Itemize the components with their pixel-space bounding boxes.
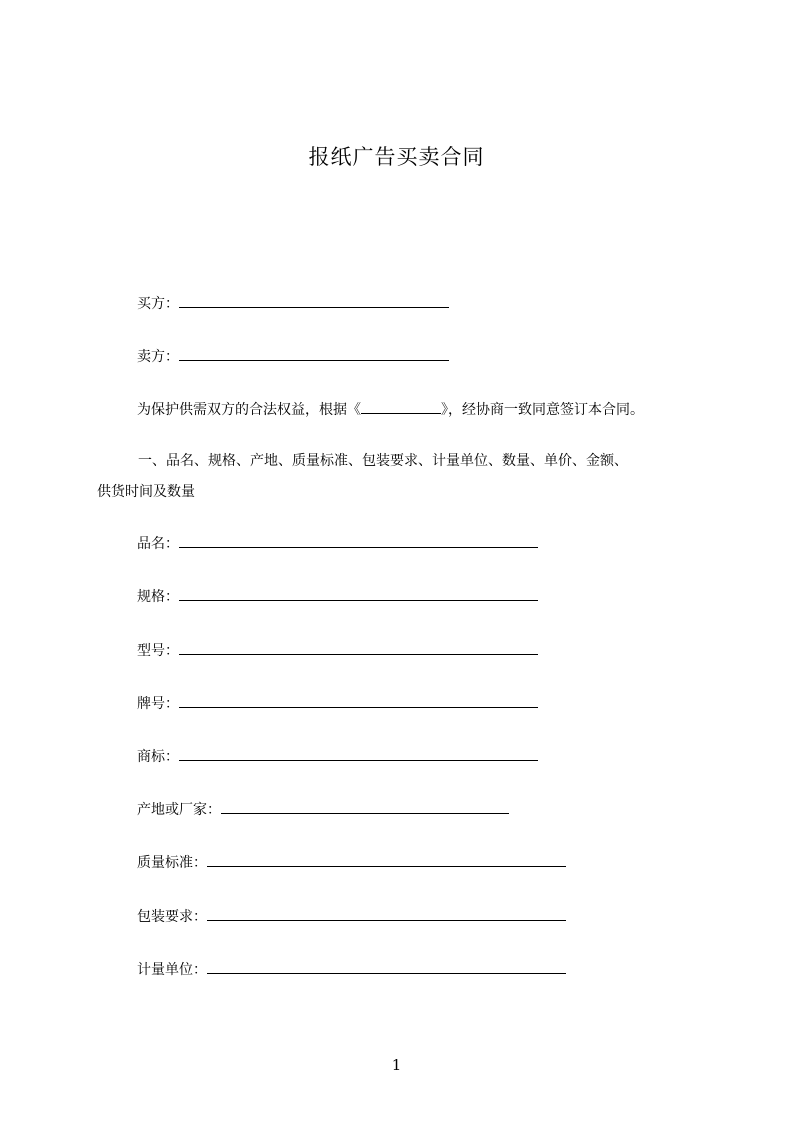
field-model	[137, 639, 538, 661]
law-name-blank	[361, 398, 441, 414]
field-label: 包装要求：	[137, 909, 207, 925]
field-blank	[179, 532, 538, 548]
field-label: 商标：	[137, 749, 179, 765]
seller-blank	[179, 345, 449, 361]
section-1-heading	[97, 446, 697, 508]
field-label: 品名：	[137, 536, 179, 552]
field-label: 牌号：	[137, 696, 179, 712]
field-label: 计量单位：	[137, 962, 207, 978]
field-blank	[179, 639, 538, 655]
field-blank	[179, 585, 538, 601]
field-trademark	[137, 745, 538, 767]
field-origin-manufacturer	[137, 798, 509, 820]
intro-text-before: 为保护供需双方的合法权益，根据《	[137, 402, 361, 418]
document-title: 报纸广告买卖合同	[308, 145, 485, 169]
field-packaging-requirements	[137, 905, 566, 927]
section-1-heading-line-2: 供货时间及数量	[97, 484, 195, 500]
field-blank	[207, 905, 566, 921]
intro-text-after: 》，经协商一致同意签订本合同。	[441, 402, 644, 418]
field-blank	[207, 851, 566, 867]
field-unit-of-measure	[137, 958, 566, 980]
field-label: 规格：	[137, 589, 179, 605]
seller-label: 卖方：	[137, 349, 179, 365]
intro-paragraph	[137, 398, 644, 420]
field-label: 质量标准：	[137, 855, 207, 871]
page-number: 1	[391, 1056, 402, 1074]
field-blank	[179, 745, 538, 761]
field-product-name	[137, 532, 538, 554]
buyer-label: 买方：	[137, 296, 179, 312]
field-blank	[221, 798, 509, 814]
section-1-heading-line-1: 一、品名、规格、产地、质量标准、包装要求、计量单位、数量、单价、金额、	[138, 453, 628, 469]
field-quality-standard	[137, 851, 566, 873]
field-label: 产地或厂家：	[137, 802, 221, 818]
field-label: 型号：	[137, 643, 179, 659]
field-grade-mark	[137, 692, 538, 714]
field-blank	[207, 958, 566, 974]
field-specification	[137, 585, 538, 607]
buyer-line	[137, 292, 449, 314]
buyer-blank	[179, 292, 449, 308]
seller-line	[137, 345, 449, 367]
field-blank	[179, 692, 538, 708]
